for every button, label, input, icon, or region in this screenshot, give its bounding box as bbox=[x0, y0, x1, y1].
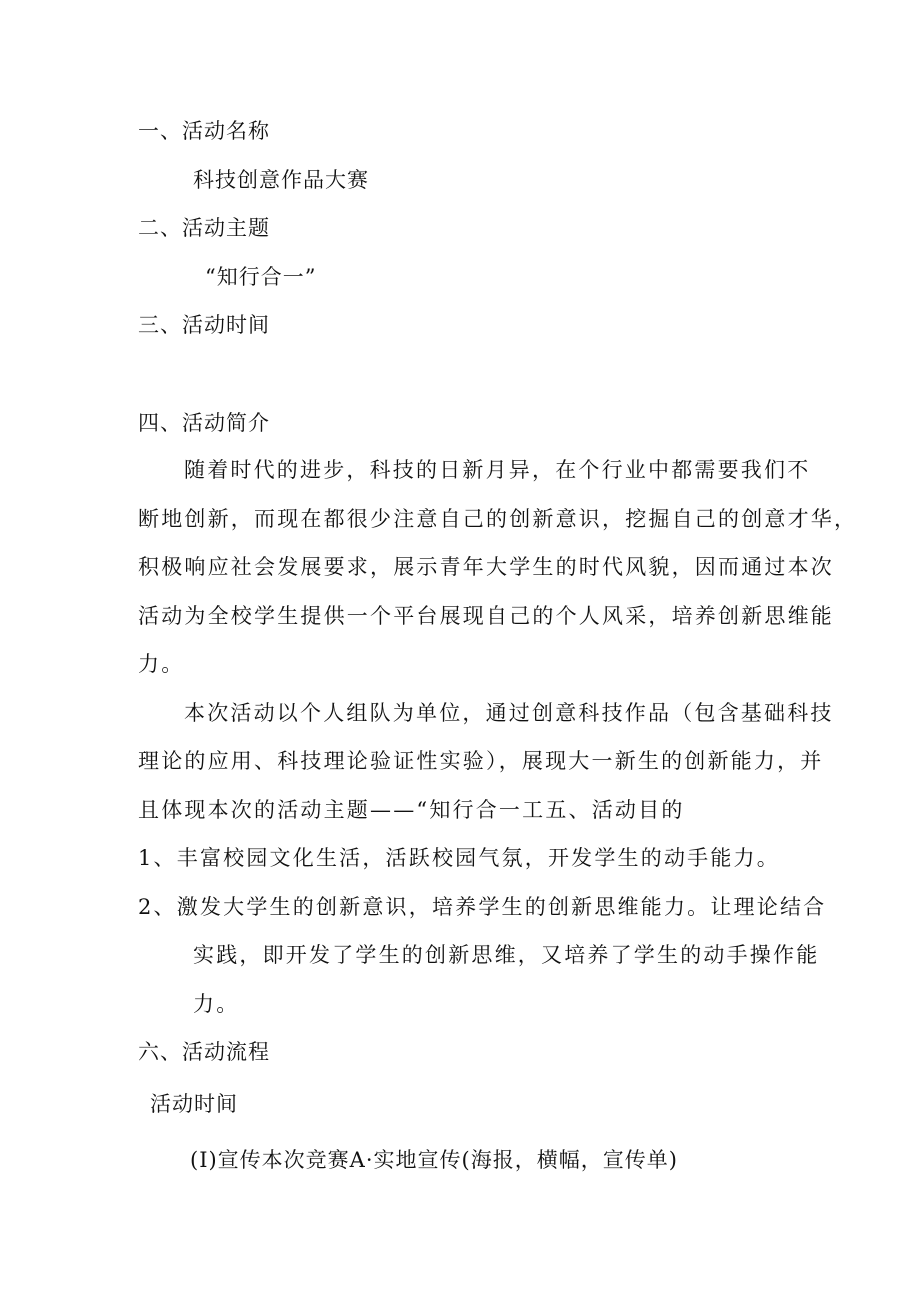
section-4-heading: 四、活动简介 bbox=[138, 411, 270, 435]
intro-paragraph-1-line: 力。 bbox=[138, 652, 185, 676]
section-6-subheading: 活动时间 bbox=[150, 1092, 238, 1116]
intro-paragraph-2-line: 且体现本次的活动主题——“知行合一工五、活动目的 bbox=[138, 798, 685, 822]
intro-paragraph-1-line: 积极响应社会发展要求，展示青年大学生的时代风貌，因而通过本次 bbox=[138, 555, 834, 579]
section-2-heading: 二、活动主题 bbox=[138, 216, 270, 240]
purpose-item-2-line: 力。 bbox=[193, 992, 240, 1016]
section-2-content: “知行合一” bbox=[205, 265, 317, 289]
purpose-item-1: 1、丰富校园文化生活，活跃校园气氛，开发学生的动手能力。 bbox=[138, 846, 780, 870]
section-3-heading: 三、活动时间 bbox=[138, 313, 270, 337]
purpose-item-2-line: 实践，即开发了学生的创新思维，又培养了学生的动手操作能 bbox=[193, 943, 820, 967]
section-1-heading: 一、活动名称 bbox=[138, 119, 270, 143]
section-6-heading: 六、活动流程 bbox=[138, 1040, 270, 1064]
purpose-item-2-line: 2、激发大学生的创新意识，培养学生的创新思维能力。让理论结合 bbox=[138, 895, 827, 919]
intro-paragraph-1-line: 断地创新，而现在都很少注意自己的创新意识，挖掘自己的创意才华， bbox=[138, 507, 858, 531]
intro-paragraph-2-line: 理论的应用、科技理论验证性实验），展现大一新生的创新能力，并 bbox=[138, 749, 824, 773]
intro-paragraph-1-line: 随着时代的进步，科技的日新月异，在个行业中都需要我们不 bbox=[184, 458, 811, 482]
section-1-content: 科技创意作品大赛 bbox=[193, 168, 369, 192]
intro-paragraph-2-line: 本次活动以个人组队为单位，通过创意科技作品（包含基础科技 bbox=[184, 701, 834, 725]
process-item-1: (I)宣传本次竞赛A·实地宣传(海报，横幅，宣传单) bbox=[190, 1148, 678, 1172]
intro-paragraph-1-line: 活动为全校学生提供一个平台展现自己的个人风采，培养创新思维能 bbox=[138, 604, 834, 628]
